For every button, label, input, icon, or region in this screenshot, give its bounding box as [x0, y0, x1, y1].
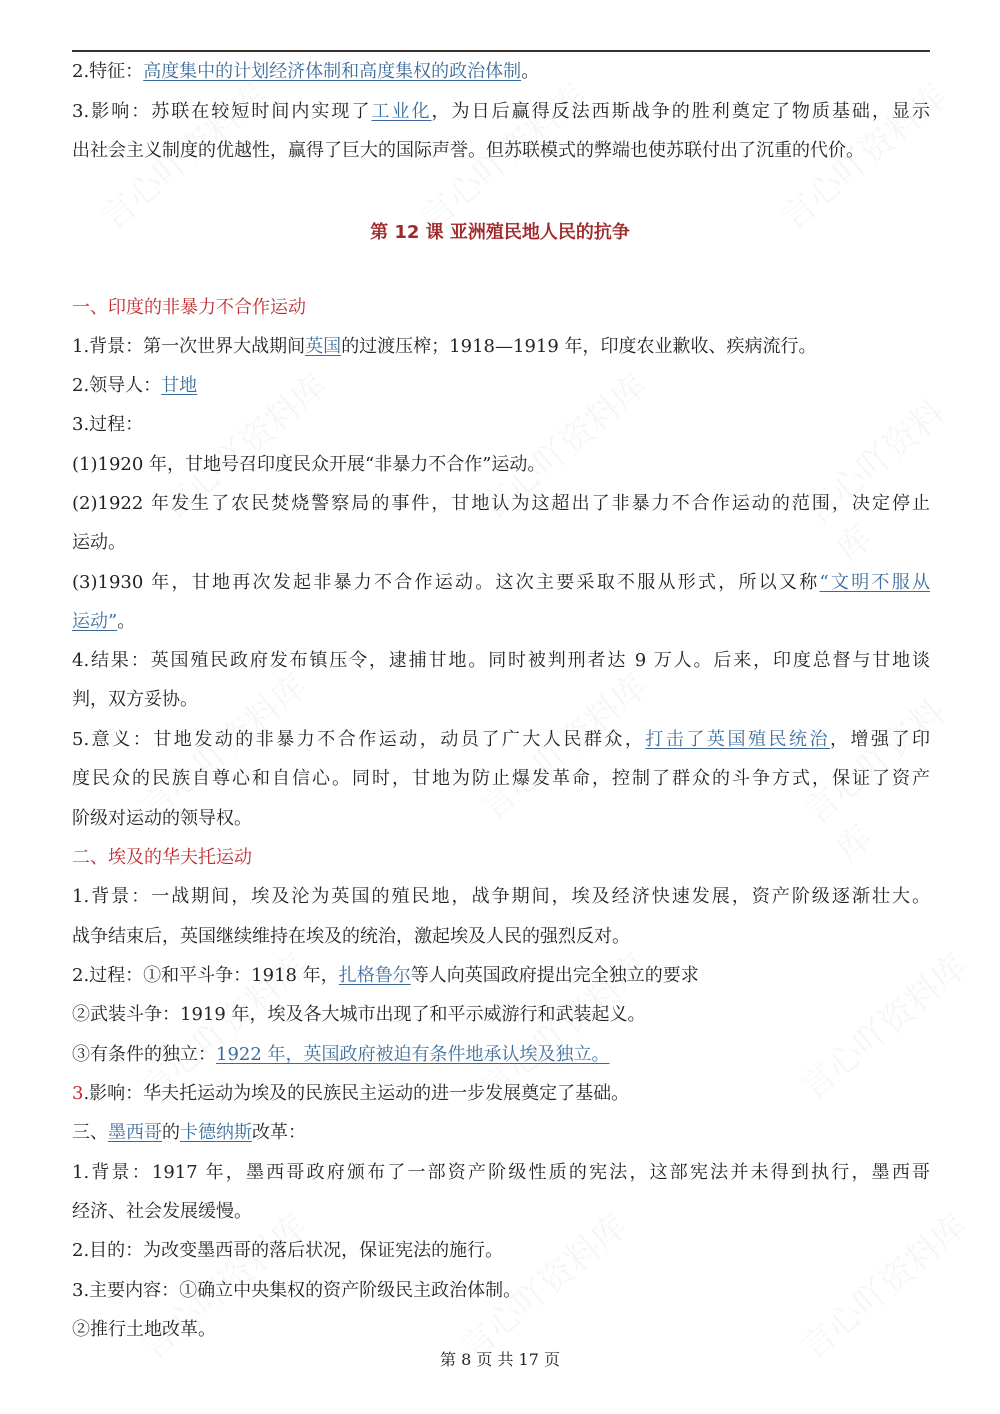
text-segment: 判，双方妥协。 [72, 689, 198, 710]
text-line [72, 334, 930, 360]
highlighted-term: 墨西哥 [108, 1122, 162, 1143]
text-segment: 1.背景：1917 年，墨西哥政府颁布了一部资产阶级性质的宪法，这部宪法并未得到执行，墨西哥 [72, 1162, 930, 1183]
text-segment: .影响：华夫托运动为埃及的民族民主运动的进一步发展奠定了基础。 [83, 1083, 630, 1104]
text-line [72, 1120, 930, 1146]
highlighted-term: 卡德纳斯 [180, 1122, 252, 1143]
text-line [72, 609, 930, 635]
text-segment: 三、 [72, 1122, 108, 1143]
text-segment: ②武装斗争：1919 年，埃及各大城市出现了和平示威游行和武装起义。 [72, 1004, 646, 1025]
text-segment: 1.背景：一战期间，埃及沦为英国的殖民地，战争期间，埃及经济快速发展，资产阶级逐渐壮大。 [72, 886, 930, 907]
highlighted-term: 甘地 [161, 375, 198, 396]
text-line [72, 1278, 930, 1304]
text-segment: 4.结果：英国殖民政府发布镇压令，逮捕甘地。同时被判刑者达 9 万人。后来，印度总督与甘地谈 [72, 650, 930, 671]
text-segment: ②推行土地改革。 [72, 1319, 216, 1340]
highlighted-term: “文明不服从 [819, 572, 931, 593]
text-segment: 改革： [252, 1122, 306, 1143]
text-segment: (1)1920 年，甘地号召印度民众开展“非暴力不合作”运动。 [72, 454, 546, 475]
text-line [72, 491, 930, 517]
section-heading: 二、埃及的华夫托运动 [72, 847, 252, 868]
text-segment: 的过渡压榨；1918—1919 年，印度农业歉收、疾病流行。 [341, 336, 817, 357]
text-line [72, 1081, 930, 1107]
text-line [72, 924, 930, 950]
text-line [72, 373, 930, 399]
text-line [72, 727, 930, 753]
text-line [72, 99, 930, 125]
text-segment: 2.目的：为改变墨西哥的落后状况，保证宪法的施行。 [72, 1240, 504, 1261]
text-line [72, 766, 930, 792]
highlighted-term: 打击了英国殖民统治 [645, 729, 830, 750]
text-line [72, 138, 930, 164]
text-line [72, 570, 930, 596]
text-segment: 2.特征： [72, 61, 144, 82]
text-line [72, 1002, 930, 1028]
text-segment: 运动。 [72, 532, 126, 553]
text-segment: 战争结束后，英国继续维持在埃及的统治，激起埃及人民的强烈反对。 [72, 926, 630, 947]
text-line [72, 412, 930, 438]
page-footer: 第 8 页 共 17 页 [440, 1350, 560, 1369]
text-segment: 度民众的民族自尊心和自信心。同时，甘地为防止爆发革命，控制了群众的斗争方式，保证了资产 [72, 768, 930, 789]
text-segment: 等人向英国政府提出完全独立的要求 [410, 965, 699, 986]
text-line [72, 687, 930, 713]
text-segment: ③有条件的独立： [72, 1044, 216, 1065]
text-line [72, 295, 930, 321]
text-line [72, 59, 930, 85]
text-line [72, 806, 930, 832]
highlighted-term: 扎格鲁尔 [338, 965, 411, 986]
text-segment: ，增强了印 [829, 729, 931, 750]
highlighted-term: 高度集中的计划经济体制和高度集权的政治体制 [143, 61, 522, 82]
highlighted-term: 1922 年，英国政府被迫有条件地承认埃及独立。 [216, 1044, 610, 1065]
text-line [72, 845, 930, 871]
text-segment: 2.领导人： [72, 375, 162, 396]
text-segment: 出社会主义制度的优越性，赢得了巨大的国际声誉。但苏联模式的弊端也使苏联付出了沉重的代价。 [72, 140, 864, 161]
text-line [72, 530, 930, 556]
text-line [72, 648, 930, 674]
text-segment: (3)1930 年，甘地再次发起非暴力不合作运动。这次主要采取不服从形式，所以又称 [72, 572, 820, 593]
text-line [72, 1317, 930, 1343]
highlighted-term: 运动” [72, 611, 118, 632]
text-segment: 3.主要内容：①确立中央集权的资产阶级民主政治体制。 [72, 1280, 522, 1301]
text-segment: 3 [72, 1083, 84, 1104]
text-segment: (2)1922 年发生了农民焚烧警察局的事件，甘地认为这超出了非暴力不合作运动的范围，决定停止 [72, 493, 930, 514]
text-segment: 。 [117, 611, 136, 632]
top-rule [72, 50, 930, 52]
text-segment: 1.背景：第一次世界大战期间 [72, 336, 306, 357]
highlighted-term: 工业化 [371, 101, 432, 122]
text-line [72, 884, 930, 910]
text-segment: 5.意义：甘地发动的非暴力不合作运动，动员了广大人民群众， [72, 729, 646, 750]
text-line [72, 1238, 930, 1264]
text-segment: 3.影响：苏联在较短时间内实现了 [72, 101, 372, 122]
lesson-title: 第 12 课 亚洲殖民地人民的抗争 [370, 222, 630, 243]
text-segment: 阶级对运动的领导权。 [72, 808, 252, 829]
section-heading: 一、印度的非暴力不合作运动 [72, 297, 306, 318]
text-segment: 的 [162, 1122, 180, 1143]
text-line [72, 452, 930, 478]
text-line [72, 1199, 930, 1225]
text-line [72, 1160, 930, 1186]
text-segment: 。 [521, 61, 540, 82]
text-line [72, 963, 930, 989]
text-segment: 2.过程：①和平斗争：1918 年， [72, 965, 339, 986]
highlighted-term: 英国 [305, 336, 342, 357]
text-segment: 3.过程： [72, 414, 144, 435]
text-segment: ，为日后赢得反法西斯战争的胜利奠定了物质基础，显示 [431, 101, 930, 122]
text-line [72, 1042, 930, 1068]
text-segment: 经济、社会发展缓慢。 [72, 1201, 252, 1222]
